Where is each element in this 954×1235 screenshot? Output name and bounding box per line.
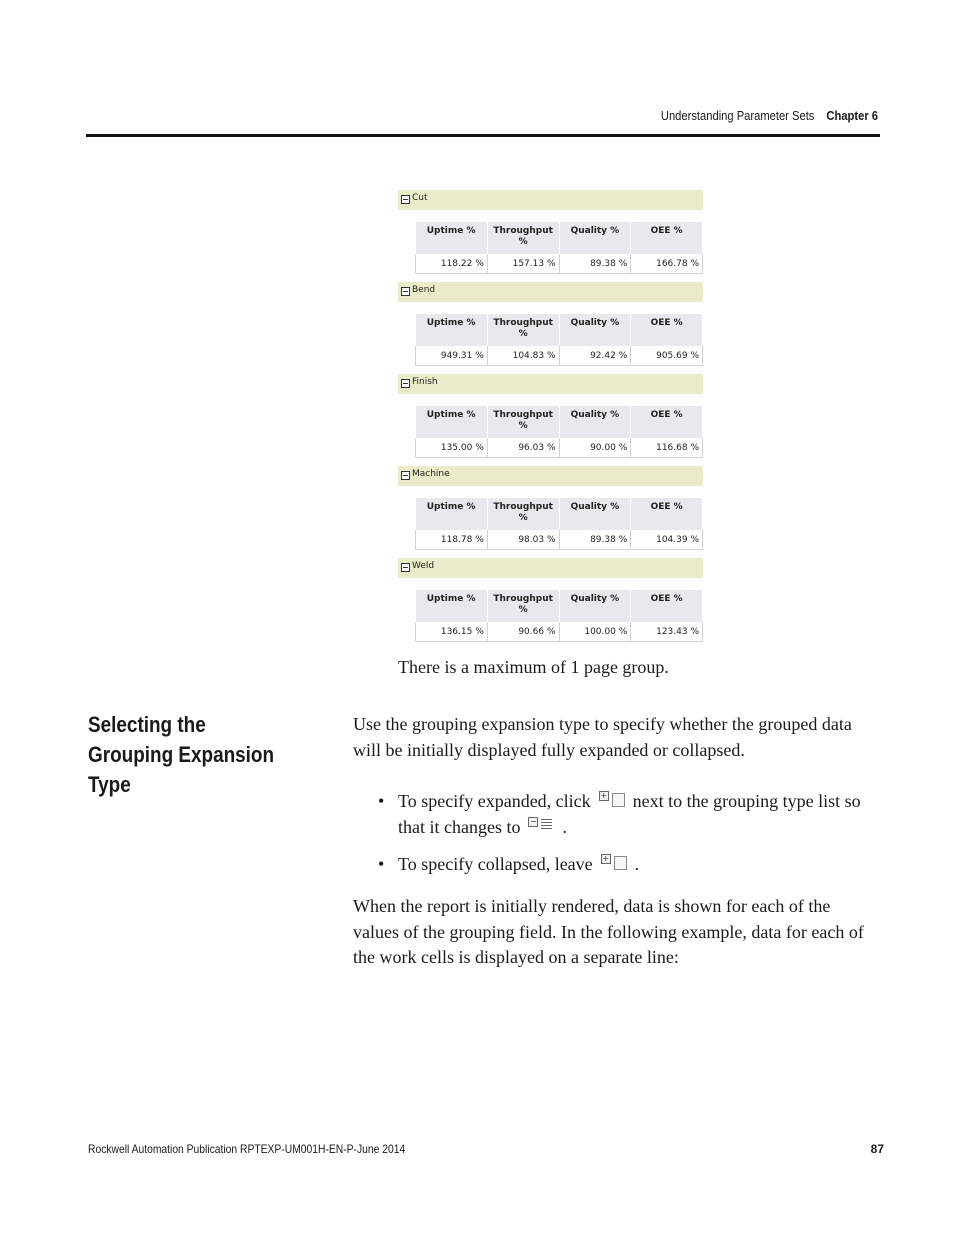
column-header: Uptime %: [416, 314, 488, 346]
report-group: [398, 558, 703, 650]
report-group: [398, 466, 703, 558]
column-header: Uptime %: [416, 498, 488, 530]
report-group: [398, 190, 703, 282]
column-header: OEE %: [631, 314, 703, 346]
group-header: [398, 374, 703, 394]
table-cell: 90.66 %: [487, 622, 559, 642]
page-header: [197, 108, 878, 128]
table-cell: 92.42 %: [559, 346, 631, 366]
table-row: [416, 254, 703, 274]
column-header: Uptime %: [416, 590, 488, 622]
table-cell: 118.22 %: [416, 254, 488, 274]
table-cell: 135.00 %: [416, 438, 488, 458]
bullet-text: To specify collapsed, leave: [398, 854, 593, 874]
group-name: Cut: [412, 193, 428, 203]
collapse-toggle-icon[interactable]: [401, 471, 410, 480]
group-table: [415, 498, 703, 550]
column-header: Throughput %: [487, 406, 559, 438]
bullet-end: .: [634, 854, 640, 874]
publication-id: Rockwell Automation Publication RPTEXP-UM001H-EN-P-June 2014: [88, 1142, 406, 1156]
table-row: [416, 346, 703, 366]
collapsed-toggle-icon: +: [599, 791, 625, 809]
table-cell: 118.78 %: [416, 530, 488, 550]
collapse-toggle-icon[interactable]: [401, 195, 410, 204]
table-cell: 89.38 %: [559, 254, 631, 274]
table-cell: 100.00 %: [559, 622, 631, 642]
column-header: Quality %: [559, 406, 631, 438]
column-header: Quality %: [559, 314, 631, 346]
header-section-title: Understanding Parameter Sets: [660, 108, 815, 123]
column-header: Uptime %: [416, 222, 488, 254]
table-cell: 157.13 %: [487, 254, 559, 274]
table-cell: 98.03 %: [487, 530, 559, 550]
table-cell: 116.68 %: [631, 438, 703, 458]
group-table: [415, 590, 703, 642]
group-header: [398, 282, 703, 302]
column-header: Throughput %: [487, 314, 559, 346]
header-rule: [86, 134, 880, 137]
table-row: [416, 622, 703, 642]
column-header: Quality %: [559, 498, 631, 530]
group-table: [415, 222, 703, 274]
group-table: [415, 406, 703, 458]
bullet-text: To specify expanded, click: [398, 791, 591, 811]
report-group: [398, 374, 703, 466]
table-cell: 949.31 %: [416, 346, 488, 366]
table-cell: 104.83 %: [487, 346, 559, 366]
collapsed-toggle-icon: +: [601, 854, 627, 872]
column-header: Throughput %: [487, 590, 559, 622]
expanded-toggle-icon: −: [528, 817, 554, 835]
group-table: [415, 314, 703, 366]
column-header: Quality %: [559, 590, 631, 622]
group-header: [398, 466, 703, 486]
group-name: Bend: [412, 285, 436, 295]
section-heading: Selecting the Grouping Expansion Type: [88, 712, 275, 797]
table-cell: 90.00 %: [559, 438, 631, 458]
collapse-toggle-icon[interactable]: [401, 563, 410, 572]
bullet-end: .: [562, 817, 567, 837]
collapse-toggle-icon[interactable]: [401, 287, 410, 296]
group-name: Machine: [412, 469, 450, 479]
table-cell: 104.39 %: [631, 530, 703, 550]
column-header: OEE %: [631, 590, 703, 622]
page-footer: [88, 1142, 884, 1160]
report-screenshot: [398, 190, 703, 650]
report-group: [398, 282, 703, 374]
page-number: 87: [870, 1142, 884, 1156]
column-header: Quality %: [559, 222, 631, 254]
table-cell: 96.03 %: [487, 438, 559, 458]
table-cell: 89.38 %: [559, 530, 631, 550]
table-row: [416, 438, 703, 458]
group-name: Finish: [412, 377, 438, 387]
table-cell: 136.15 %: [416, 622, 488, 642]
group-header: [398, 190, 703, 210]
column-header: OEE %: [631, 406, 703, 438]
column-header: OEE %: [631, 498, 703, 530]
header-chapter: Chapter 6: [826, 108, 878, 123]
column-header: Throughput %: [487, 222, 559, 254]
bullet-text: next to the grouping type list so that it changes to: [398, 791, 861, 837]
column-header: OEE %: [631, 222, 703, 254]
group-header: [398, 558, 703, 578]
intro-paragraph: Use the grouping expansion type to specify whether the grouped data will be initially displayed fully expanded or collapsed.: [353, 714, 852, 760]
column-header: Throughput %: [487, 498, 559, 530]
column-header: Uptime %: [416, 406, 488, 438]
table-cell: 123.43 %: [631, 622, 703, 642]
collapse-toggle-icon[interactable]: [401, 379, 410, 388]
bullet-dot: •: [378, 854, 385, 874]
table-row: [416, 530, 703, 550]
table-cell: 166.78 %: [631, 254, 703, 274]
report-caption: There is a maximum of 1 page group.: [398, 657, 669, 677]
bullet-dot: •: [378, 791, 385, 811]
table-cell: 905.69 %: [631, 346, 703, 366]
example-paragraph: When the report is initially rendered, data is shown for each of the values of the grouping field. In the following example, data for each of the work cells is displayed on a separate line:: [353, 896, 864, 967]
group-name: Weld: [412, 561, 435, 571]
